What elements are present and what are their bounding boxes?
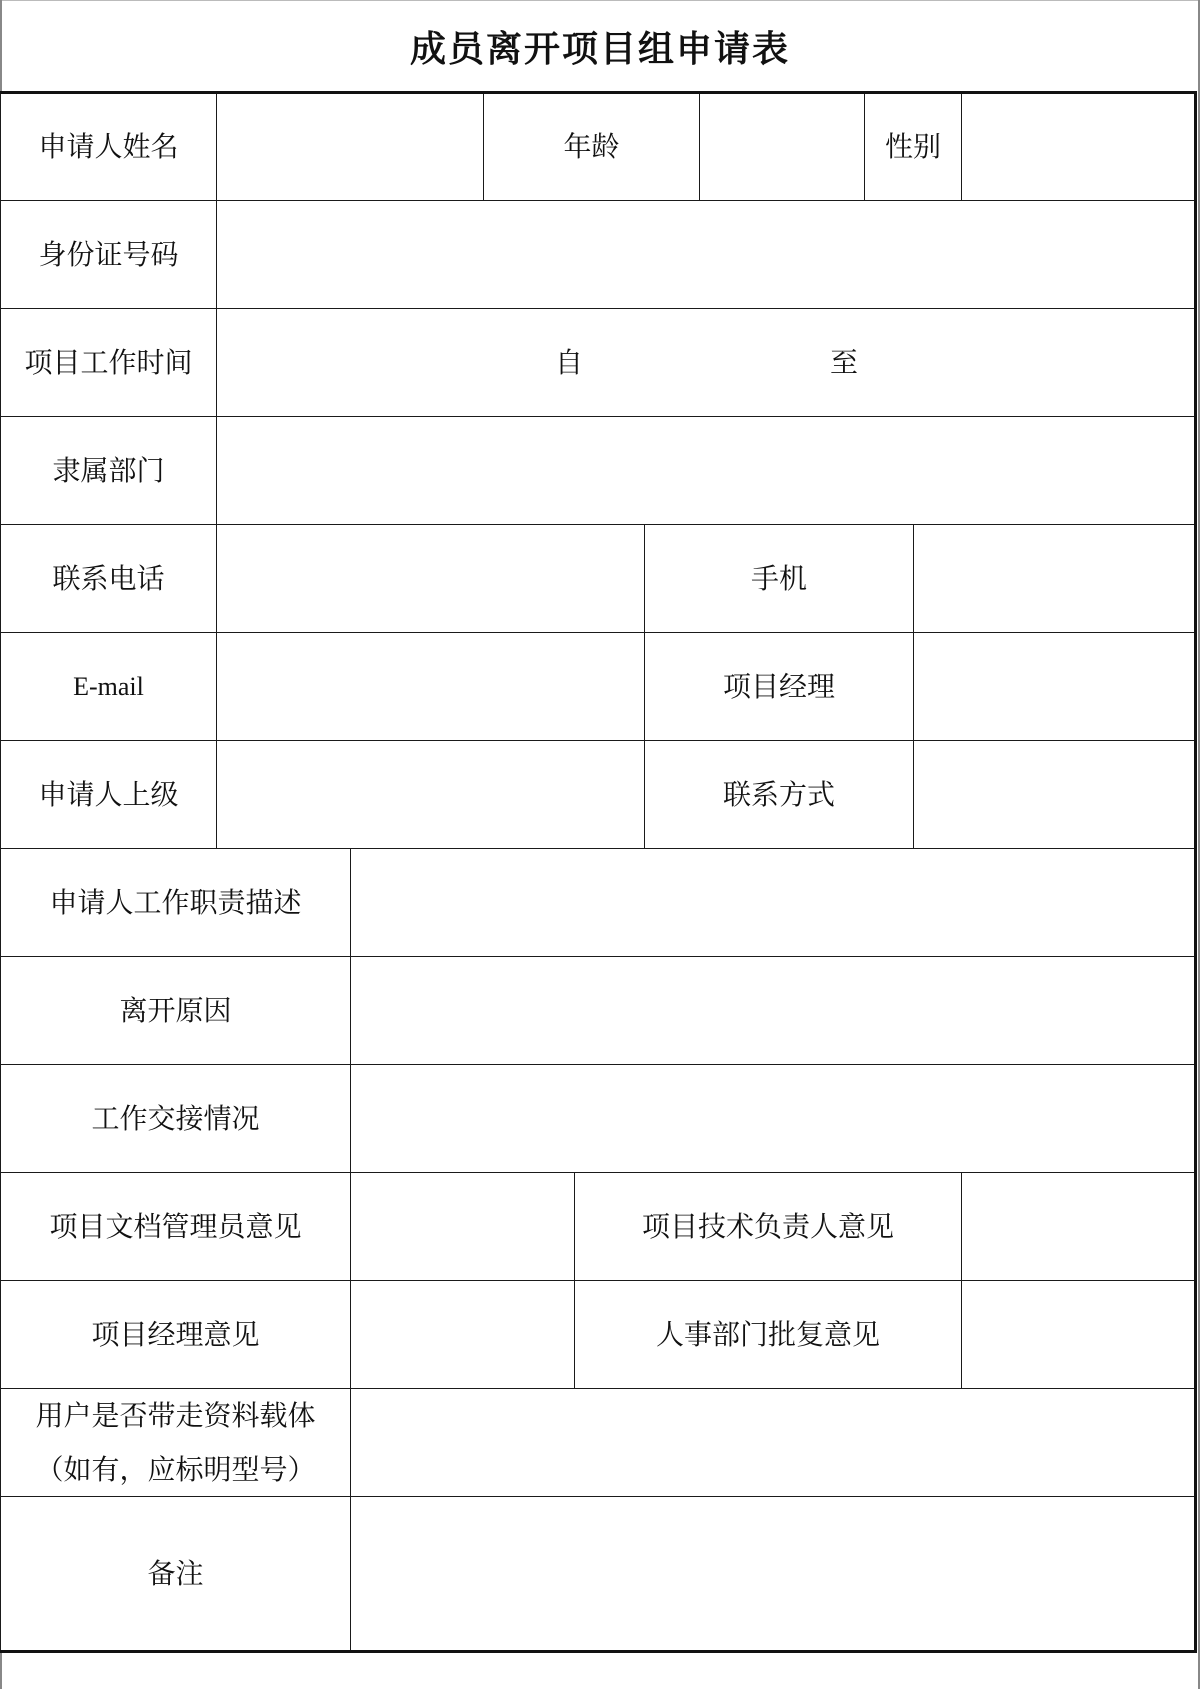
contact-method-label: 联系方式 [644, 740, 914, 849]
leave-reason-field[interactable] [350, 956, 1197, 1065]
project-manager-field[interactable] [913, 632, 1197, 741]
doc-admin-opinion-label: 项目文档管理员意见 [0, 1172, 351, 1281]
applicant-name-field[interactable] [216, 92, 484, 201]
leave-reason-label: 离开原因 [0, 956, 351, 1065]
table-top-border [0, 91, 1197, 94]
doc-admin-opinion-field[interactable] [350, 1172, 575, 1281]
form-title: 成员离开项目组申请表 [409, 27, 790, 70]
handover-field[interactable] [350, 1064, 1197, 1173]
contact-method-field[interactable] [913, 740, 1197, 849]
email-field[interactable] [216, 632, 645, 741]
superior-label: 申请人上级 [0, 740, 217, 849]
tech-lead-opinion-label: 项目技术负责人意见 [574, 1172, 962, 1281]
age-label: 年龄 [483, 92, 700, 201]
id-number-label: 身份证号码 [0, 200, 217, 309]
mobile-label: 手机 [644, 524, 914, 633]
data-media-label-line2: （如有，应标明型号） [35, 1452, 316, 1486]
remarks-label: 备注 [0, 1496, 351, 1652]
phone-field[interactable] [216, 524, 645, 633]
project-time-label: 项目工作时间 [0, 308, 217, 417]
project-time-field[interactable] [216, 308, 1197, 417]
hr-approval-label: 人事部门批复意见 [574, 1280, 962, 1389]
table-bottom-border [0, 1650, 1197, 1653]
email-label: E-mail [0, 632, 217, 741]
tech-lead-opinion-field[interactable] [961, 1172, 1197, 1281]
table-right-border [1194, 91, 1197, 1653]
from-label: 自 [555, 345, 584, 379]
department-label: 隶属部门 [0, 416, 217, 525]
pm-opinion-label: 项目经理意见 [0, 1280, 351, 1389]
id-number-field[interactable] [216, 200, 1197, 309]
department-field[interactable] [216, 416, 1197, 525]
phone-label: 联系电话 [0, 524, 217, 633]
pm-opinion-field[interactable] [350, 1280, 575, 1389]
handover-label: 工作交接情况 [0, 1064, 351, 1173]
age-field[interactable] [699, 92, 865, 201]
remarks-field[interactable] [350, 1496, 1197, 1652]
gender-label: 性别 [864, 92, 962, 201]
mobile-field[interactable] [913, 524, 1197, 633]
superior-field[interactable] [216, 740, 645, 849]
data-media-label-line1: 用户是否带走资料载体 [35, 1399, 316, 1433]
duty-description-label: 申请人工作职责描述 [0, 848, 351, 957]
gender-field[interactable] [961, 92, 1197, 201]
data-media-field[interactable] [350, 1388, 1197, 1497]
applicant-name-label: 申请人姓名 [0, 92, 217, 201]
project-manager-label: 项目经理 [644, 632, 914, 741]
to-label: 至 [830, 345, 859, 379]
duty-description-field[interactable] [350, 848, 1197, 957]
hr-approval-field[interactable] [961, 1280, 1197, 1389]
data-media-label [0, 1388, 351, 1497]
